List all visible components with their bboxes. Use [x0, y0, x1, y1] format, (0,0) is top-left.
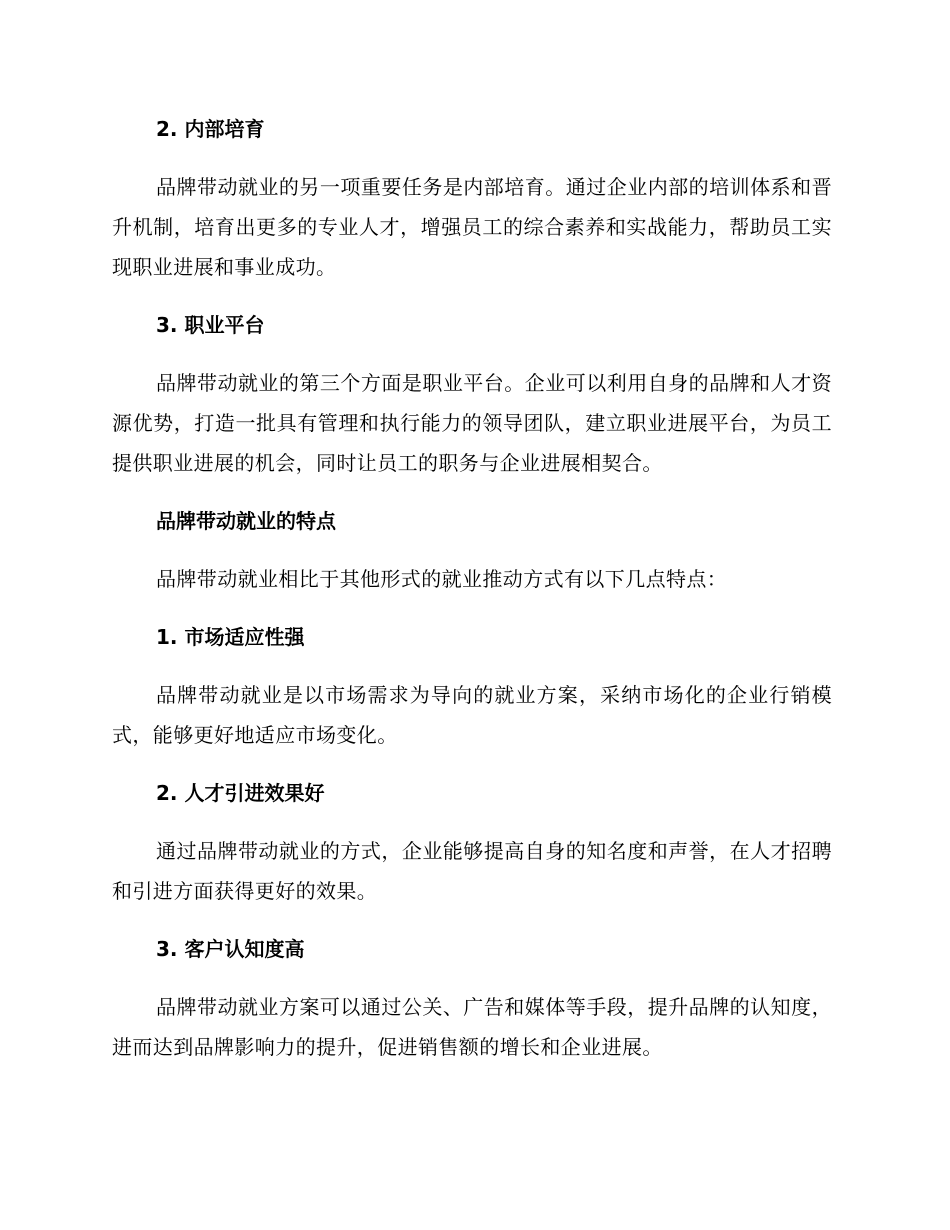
paragraph-internal-training: 品牌带动就业的另一项重要任务是内部培育。通过企业内部的培训体系和晋升机制，培育出更多的专业人才，增强员工的综合素养和实战能力，帮助员工实现职业进展和事业成功。 [112, 175, 832, 279]
paragraph-talent-recruitment: 通过品牌带动就业的方式，企业能够提高自身的知名度和声誉，在人才招聘和引进方面获得更好的效果。 [112, 839, 832, 903]
document-page [112, 112, 832, 1088]
section-heading-features: 品牌带动就业的特点 [156, 509, 336, 533]
section-heading-career-platform: 3. 职业平台 [156, 313, 265, 337]
paragraph-market-adaptability: 品牌带动就业是以市场需求为导向的就业方案，采纳市场化的企业行销模式，能够更好地适应市场变化。 [112, 683, 832, 747]
paragraph-career-platform: 品牌带动就业的第三个方面是职业平台。企业可以利用自身的品牌和人才资源优势，打造一批具有管理和执行能力的领导团队，建立职业进展平台，为员工提供职业进展的机会，同时让员工的职务与企业进展相契合。 [112, 371, 832, 475]
section-heading-internal-training: 2. 内部培育 [156, 117, 265, 141]
paragraph-customer-awareness: 品牌带动就业方案可以通过公关、广告和媒体等手段，提升品牌的认知度，进而达到品牌影响力的提升，促进销售额的增长和企业进展。 [112, 995, 832, 1059]
section-heading-customer-awareness: 3. 客户认知度高 [156, 937, 305, 961]
section-heading-market-adaptability: 1. 市场适应性强 [156, 625, 305, 649]
paragraph-features-intro: 品牌带动就业相比于其他形式的就业推动方式有以下几点特点： [156, 567, 728, 591]
section-heading-talent-recruitment: 2. 人才引进效果好 [156, 781, 325, 805]
